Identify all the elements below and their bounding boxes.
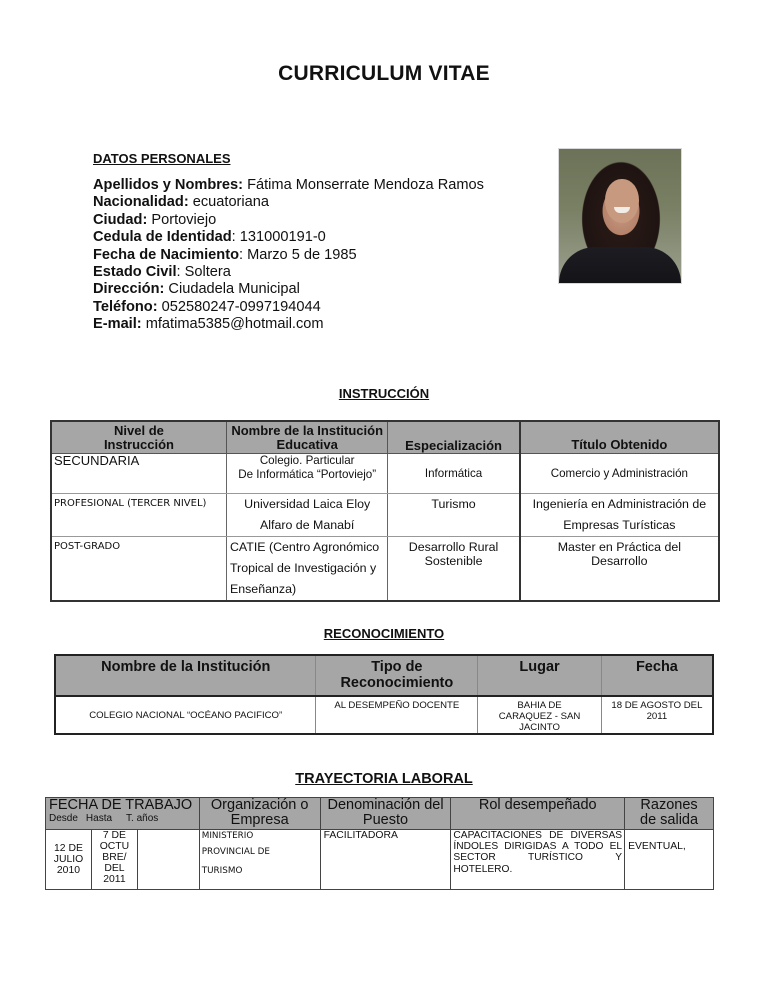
header-line: FECHA DE TRABAJO	[49, 797, 193, 813]
cell-line: PROVINCIAL DE	[201, 847, 270, 857]
photo-face	[605, 179, 639, 223]
field-label: Estado Civil	[93, 264, 177, 281]
table-header-row	[55, 655, 713, 696]
field-value: : Marzo 5 de 1985	[238, 246, 357, 263]
table-row	[55, 696, 713, 734]
cell-fecha	[601, 696, 713, 734]
cell-line: 7 DE	[102, 830, 126, 841]
trayectoria-table	[45, 797, 714, 890]
cell-line: CARAQUEZ - SAN	[498, 711, 581, 722]
table-row	[46, 830, 714, 890]
cell-line: CATIE (Centro Agronómico	[229, 540, 380, 554]
section-heading-instruccion	[0, 386, 768, 401]
document-title: CURRICULUM VITAE	[278, 62, 490, 85]
cell-line: Ingeniería en Administración de	[532, 497, 707, 511]
header-line: Razones	[640, 797, 698, 813]
field-label: Dirección:	[93, 281, 165, 298]
section-heading-personal: DATOS PERSONALES	[93, 151, 231, 166]
cell-line: 2011	[103, 874, 126, 885]
cell-puesto: FACILITADORA	[320, 830, 451, 890]
cell-organizacion	[199, 830, 320, 890]
cell-institucion	[226, 494, 387, 537]
field-label: Ciudad:	[93, 211, 148, 228]
col-header-tipo	[316, 655, 478, 696]
header-line: Especialización	[405, 438, 502, 453]
field-value: ecuatoriana	[188, 194, 270, 211]
cell-line: Informática	[424, 466, 483, 480]
cell-line: 18 DE AGOSTO DEL	[611, 700, 703, 711]
field-value: Fátima Monserrate Mendoza Ramos	[243, 177, 484, 193]
cell-hasta	[91, 830, 137, 890]
section-heading-reconocimiento	[0, 626, 768, 641]
table-row	[51, 537, 719, 602]
cell-razones: EVENTUAL,	[628, 841, 686, 852]
cell-especializacion	[388, 537, 520, 602]
header-line: Empresa	[230, 812, 289, 828]
header-line: Nivel de	[114, 423, 164, 438]
cell-especializacion	[388, 494, 520, 537]
field-label: Cedula de Identidad	[93, 229, 232, 246]
field-value: Portoviejo	[147, 211, 217, 228]
field-estado-civil	[93, 264, 484, 281]
field-nacionalidad	[93, 194, 484, 211]
cell-line: 12 DE	[54, 843, 83, 854]
col-header-fecha-trabajo	[46, 798, 200, 830]
col-header-rol	[451, 798, 625, 830]
col-header-institucion	[226, 421, 387, 454]
personal-data-list	[93, 177, 484, 334]
cell-line: Desarrollo	[591, 554, 648, 568]
header-line: de salida	[640, 812, 699, 828]
cell-titulo	[520, 454, 719, 494]
field-label: E-mail:	[93, 316, 142, 333]
table-row	[51, 454, 719, 494]
cell-line: JACINTO	[519, 722, 560, 733]
table-header-row	[51, 421, 719, 454]
field-nombres	[93, 177, 484, 194]
cell-line: Comercio y Administración	[550, 466, 688, 480]
cell-line: Empresas Turísticas	[563, 518, 676, 532]
cell-line: BAHIA DE	[517, 700, 562, 711]
table-row	[51, 494, 719, 537]
cell-line: MINISTERIO	[201, 831, 254, 841]
field-cedula	[93, 229, 484, 246]
cell-line: OCTU	[99, 841, 130, 852]
field-label: Teléfono:	[93, 298, 158, 315]
header-line: Organización o	[210, 797, 309, 813]
col-header-nivel	[51, 421, 226, 454]
cell-institucion: COLEGIO NACIONAL “OCÉANO PACIFICO”	[55, 696, 316, 734]
cell-line: Master en Práctica del	[557, 540, 681, 554]
heading-text: TRAYECTORIA LABORAL	[295, 771, 473, 787]
header-line: Título Obtenido	[571, 437, 668, 452]
cell-line: Sostenible	[424, 554, 483, 568]
instruccion-table	[50, 420, 720, 602]
cell-line: De Informática “Portoviejo”	[238, 468, 377, 481]
header-line: Educativa	[276, 437, 338, 452]
header-line: Reconocimiento	[340, 675, 454, 691]
cell-titulo	[520, 494, 719, 537]
col-header-razones	[625, 798, 714, 830]
cell-line: BRE/	[102, 852, 127, 863]
cell-line: Universidad Laica Eloy	[244, 497, 371, 511]
cell-line: 2010	[56, 865, 81, 876]
cell-desde	[46, 830, 92, 890]
cell-line: Turismo	[431, 497, 476, 511]
cell-line: Alfaro de Manabí	[260, 518, 355, 532]
field-label: Fecha de Nacimiento	[93, 246, 239, 263]
cell-rol: CAPACITACIONES DE DIVERSAS ÍNDOLES DIRIGIDAS A TODO EL SECTOR TURÍSTICO Y HOTELERO.	[451, 830, 625, 890]
cell-tipo: AL DESEMPEÑO DOCENTE	[316, 696, 478, 734]
col-header-titulo	[520, 421, 719, 454]
field-ciudad	[93, 212, 484, 229]
field-fecha-nacimiento	[93, 247, 484, 264]
cell-line: Desarrollo Rural	[408, 540, 499, 554]
cell-especializacion	[388, 454, 520, 494]
field-value: : Soltera	[176, 264, 231, 281]
col-header-institucion	[55, 655, 316, 696]
cell-line: 2011	[646, 711, 668, 722]
field-value: mfatima5385@hotmail.com	[141, 316, 324, 333]
field-email	[93, 316, 484, 333]
col-header-lugar	[478, 655, 602, 696]
field-value: : 131000191-0	[231, 229, 326, 246]
table-header-row	[46, 798, 714, 830]
subheader-desde: Desde	[49, 813, 78, 824]
cell-line: JULIO	[53, 854, 84, 865]
subheader-t-anos: T. años	[126, 813, 159, 824]
cell-t-anos	[137, 830, 199, 890]
reconocimiento-table	[54, 654, 714, 735]
cell-line: Tropical de Investigación y	[229, 561, 377, 575]
col-header-organizacion	[199, 798, 320, 830]
header-line: Instrucción	[103, 437, 175, 452]
cell-nivel: POST-GRADO	[51, 537, 226, 602]
field-value: 052580247-0997194044	[157, 298, 321, 315]
header-line: Puesto	[362, 812, 409, 828]
cell-institucion	[226, 537, 387, 602]
fecha-subheaders	[49, 813, 199, 825]
header-line: Tipo de	[371, 659, 423, 675]
cell-titulo	[520, 537, 719, 602]
header-line: Nombre de la Institución	[231, 423, 384, 438]
col-header-puesto	[320, 798, 451, 830]
header-line: Rol desempeñado	[478, 797, 597, 813]
header-line: Lugar	[519, 659, 560, 675]
header-line: Fecha	[635, 659, 678, 675]
col-header-fecha	[601, 655, 713, 696]
cell-institucion	[226, 454, 387, 494]
field-label: Apellidos y Nombres:	[93, 177, 244, 193]
heading-text: INSTRUCCIÓN	[338, 386, 430, 401]
cell-lugar	[478, 696, 602, 734]
cell-line: Enseñanza)	[229, 582, 297, 596]
cell-line: DEL	[104, 863, 125, 874]
photo-shoulders	[559, 247, 681, 283]
col-header-especializacion	[388, 421, 520, 454]
header-line: Nombre de la Institución	[101, 659, 271, 675]
field-telefono	[93, 299, 484, 316]
header-line: Denominación del	[327, 797, 444, 813]
field-direccion	[93, 281, 484, 298]
subheader-hasta: Hasta	[85, 813, 113, 824]
cell-nivel: SECUNDARIA	[51, 454, 226, 494]
cell-nivel: PROFESIONAL (TERCER NIVEL)	[51, 494, 226, 537]
profile-photo	[558, 148, 682, 284]
section-heading-trayectoria	[0, 771, 768, 787]
cell-line: Colegio. Particular	[259, 454, 355, 467]
field-label: Nacionalidad:	[93, 194, 189, 211]
heading-text: RECONOCIMIENTO	[323, 626, 445, 641]
cell-line: TURISMO	[201, 866, 243, 876]
field-value: Ciudadela Municipal	[164, 281, 300, 298]
